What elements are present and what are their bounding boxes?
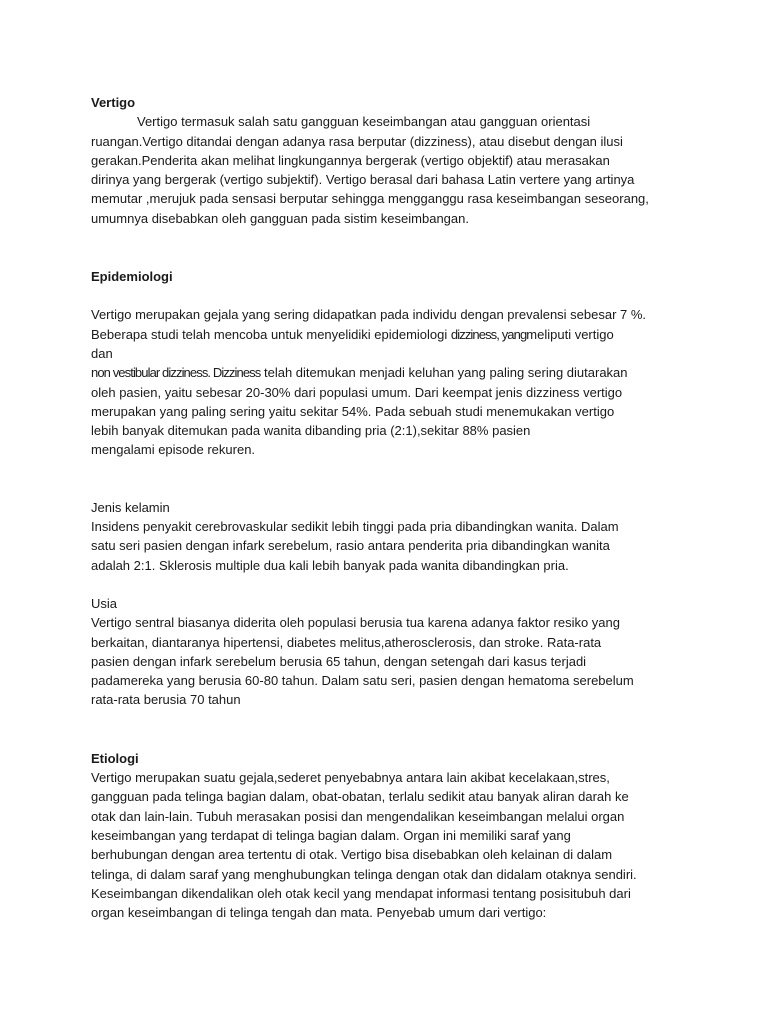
paragraph-line: Vertigo sentral biasanya diderita oleh populasi berusia tua karena adanya faktor resiko yang [91,615,621,631]
paragraph-line: keseimbangan yang terdapat di telinga bagian dalam. Organ ini memiliki saraf yang [91,827,571,843]
paragraph-line: satu seri pasien dengan infark serebelum, rasio antara penderita pria dibandingkan wanita [91,538,610,554]
paragraph-line: Keseimbangan dikendalikan oleh otak kecil yang mendapat informasi tentang posisitubuh dari [91,885,631,901]
paragraph-line: telinga, di dalam saraf yang menghubungkan telinga dengan otak dan didalam otaknya sendiri. [91,866,637,882]
section-heading-jenis-kelamin: Jenis kelamin [91,499,170,515]
section-heading-etiologi: Etiologi [91,750,139,766]
paragraph-line: dirinya yang bergerak (vertigo subjektif). Vertigo berasal dari bahasa Latin vertere yang artinya [91,172,635,188]
paragraph-line: Vertigo merupakan gejala yang sering didapatkan pada individu dengan prevalensi sebesar 7 %. [91,307,647,323]
paragraph-line: Vertigo termasuk salah satu gangguan keseimbangan atau gangguan orientasi [137,114,591,130]
paragraph-line: organ keseimbangan di telinga tengah dan mata. Penyebab umum dari vertigo: [91,905,547,921]
paragraph-line: lebih banyak ditemukan pada wanita dibanding pria (2:1),sekitar 88% pasien [91,423,531,439]
paragraph-line: umumnya disebabkan oleh gangguan pada sistim keseimbangan. [91,210,469,226]
paragraph-line: otak dan lain-lain. Tubuh merasakan posisi dan mengendalikan keseimbangan melalui organ [91,808,625,824]
spacer [91,286,691,305]
text-run: meliputi vertigo [526,326,614,342]
text-run: non vestibular dizziness. Dizziness [91,365,261,381]
paragraph-line: Insidens penyakit cerebrovaskular sedikit lebih tinggi pada pria dibandingkan wanita. Dalam [91,519,619,535]
spacer [91,228,691,267]
spacer [91,575,691,594]
section-heading-usia: Usia [91,595,118,611]
paragraph-line: pasien dengan infark serebelum berusia 65 tahun, dengan setengah dari kasus terjadi [91,653,587,669]
paragraph-line: dan [91,345,113,361]
paragraph-line: memutar ,merujuk pada sensasi berputar sehingga mengganggu rasa keseimbangan seseorang, [91,191,649,207]
paragraph-line: Vertigo merupakan suatu gejala,sederet penyebabnya antara lain akibat kecelakaan,stres, [91,770,610,786]
paragraph-line: oleh pasien, yaitu sebesar 20-30% dari populasi umum. Dari keempat jenis dizziness vertigo [91,384,623,400]
section-heading-vertigo: Vertigo [91,95,136,110]
paragraph-line: rata-rata berusia 70 tahun [91,692,241,708]
paragraph-line: gerakan.Penderita akan melihat lingkungannya bergerak (vertigo objektif) atau merasakan [91,152,610,168]
paragraph-line: ruangan.Vertigo ditandai dengan adanya rasa berputar (dizziness), atau disebut dengan ilusi [91,133,623,149]
paragraph-line [91,363,691,382]
paragraph-line [91,325,691,344]
text-run: dizziness, yang [450,326,527,342]
spacer [91,710,691,749]
text-run: Beberapa studi telah mencoba untuk menyelidiki epidemiologi [91,326,448,342]
document-body [91,93,691,922]
paragraph-line: gangguan pada telinga bagian dalam, obat-obatan, terlalu sedikit atau banyak aliran darah ke [91,789,629,805]
paragraph-line: berkaitan, diantaranya hipertensi, diabetes melitus,atherosclerosis, dan stroke. Rata-rata [91,634,602,650]
paragraph-line: padamereka yang berusia 60-80 tahun. Dalam satu seri, pasien dengan hematoma serebelum [91,673,634,689]
paragraph-line: adalah 2:1. Sklerosis multiple dua kali lebih banyak pada wanita dibandingkan pria. [91,557,569,573]
paragraph-line: mengalami episode rekuren. [91,442,256,458]
paragraph-line: merupakan yang paling sering yaitu sekitar 54%. Pada sebuah studi menemukakan vertigo [91,403,615,419]
paragraph-line: berhubungan dengan area tertentu di otak. Vertigo bisa disebabkan oleh kelainan di dalam [91,847,613,863]
text-run: telah ditemukan menjadi keluhan yang paling sering diutarakan [264,365,628,381]
spacer [91,460,691,498]
section-heading-epidemiologi: Epidemiologi [91,269,173,285]
